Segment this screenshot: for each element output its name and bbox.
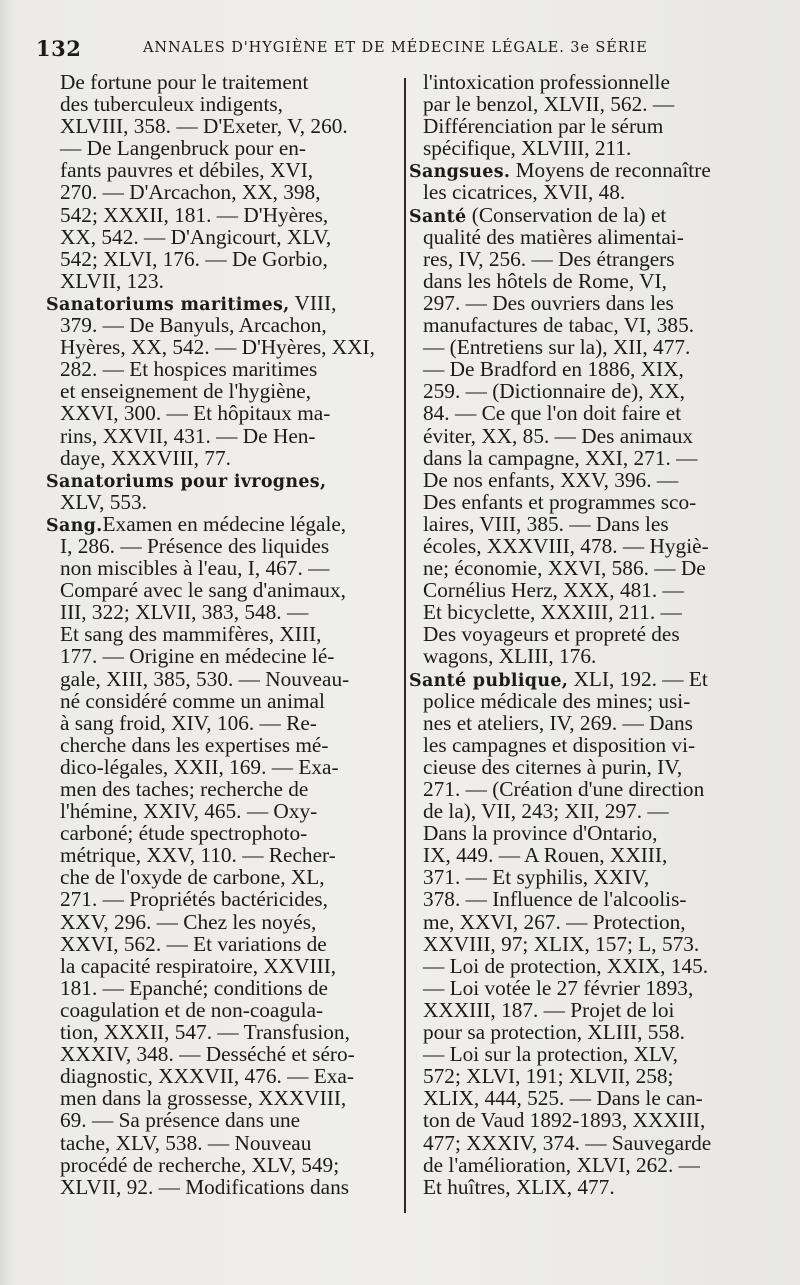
index-text: par le benzol, XLVII, 562. — [423,92,675,117]
index-line [423,93,763,115]
index-line [423,623,763,645]
page-header [0,36,800,60]
index-line [60,181,395,203]
index-line [423,402,763,424]
index-text: Dans la province d'Ontario, [423,821,658,846]
index-line [423,226,763,248]
index-entry-start [409,204,763,226]
index-line [60,888,395,910]
index-line [423,71,763,93]
index-text: procédé de recherche, XLV, 549; [60,1152,340,1177]
index-line [423,425,763,447]
index-text: 271. — Propriétés bactéricides, [60,887,328,912]
index-text: — De Bradford en 1886, XIX, [423,357,684,382]
index-text: l'hémine, XXIV, 465. — Oxy- [60,799,318,824]
index-line [60,645,395,667]
index-text: qualité des matières alimentai- [423,224,684,249]
index-line [423,955,763,977]
index-text: diagnostic, XXXVII, 476. — Exa- [60,1064,354,1089]
index-text: dico-légales, XXII, 169. — Exa- [60,754,339,779]
index-line [423,380,763,402]
index-line [60,535,395,557]
index-line [423,933,763,955]
index-line [423,491,763,513]
index-text: — Loi sur la protection, XLV, [423,1042,678,1067]
index-line [60,425,395,447]
index-text: 371. — Et syphilis, XXIV, [423,865,650,890]
index-text: — Loi de protection, XXIX, 145. [423,953,709,978]
index-text: — De Langenbruck pour en- [60,136,307,161]
index-line [423,1132,763,1154]
index-text: 270. — D'Arcachon, XX, 398, [60,180,321,205]
index-text: les campagnes et disposition vi- [423,732,696,757]
index-line [60,226,395,248]
index-line [423,270,763,292]
index-line [423,314,763,336]
index-text: III, 322; XLVII, 383, 548. — [60,600,309,625]
index-line [60,248,395,270]
index-text: laires, VIII, 385. — Dans les [423,511,669,536]
index-text: l'intoxication professionnelle [423,70,670,94]
index-line [423,469,763,491]
index-text: 177. — Origine en médecine lé- [60,644,335,669]
index-text: les cicatrices, XVII, 48. [423,180,626,205]
index-text: (Conservation de la) et [466,202,667,227]
index-line [60,977,395,999]
index-line [423,822,763,844]
index-text: wagons, XLIII, 176. [423,644,597,669]
index-entry-start [409,668,763,690]
index-text: de l'amélioration, XLVI, 262. — [423,1152,700,1177]
index-line [60,1132,395,1154]
index-text: pour sa protection, XLIII, 558. [423,1020,685,1045]
index-text: Et huîtres, XLIX, 477. [423,1174,615,1199]
index-line [60,314,395,336]
index-line [60,159,395,181]
index-headword: Sanatoriums maritimes, [46,294,290,315]
index-line [423,844,763,866]
index-line [423,181,763,203]
index-line [60,844,395,866]
index-text: Des voyageurs et propreté des [423,622,680,647]
index-line [423,535,763,557]
index-line [60,557,395,579]
index-text: carboné; étude spectrophoto- [60,821,308,846]
index-text: police médicale des mines; usi- [423,688,691,713]
index-text: res, IV, 256. — Des étrangers [423,246,675,271]
index-text: de la), VII, 243; XII, 297. — [423,799,669,824]
index-text: 572; XLVI, 191; XLVII, 258; [423,1064,674,1089]
index-line [423,557,763,579]
index-text: écoles, XXXVIII, 478. — Hygiè- [423,533,709,558]
index-text: gale, XIII, 385, 530. — Nouveau- [60,666,350,691]
index-text: tache, XLV, 538. — Nouveau [60,1130,312,1155]
index-text: IX, 449. — A Rouen, XXIII, [423,843,668,868]
index-line [423,115,763,137]
index-text: 542; XXXII, 181. — D'Hyères, [60,202,329,227]
index-text: De fortune pour le traitement [60,70,309,94]
index-text: XLVII, 92. — Modifications dans [60,1174,350,1199]
index-line [423,137,763,159]
column-divider [404,78,406,1213]
index-line [60,115,395,137]
index-text: XXXIV, 348. — Desséché et séro- [60,1042,355,1067]
index-text: 84. — Ce que l'on doit faire et [423,401,682,426]
index-line [60,1087,395,1109]
index-line [60,668,395,690]
index-text: 282. — Et hospices maritimes [60,357,318,382]
index-text: dans les hôtels de Rome, VI, [423,268,667,293]
index-line [423,800,763,822]
index-line [423,977,763,999]
index-line [423,579,763,601]
running-title: ANNALES D'HYGIÈNE ET DE MÉDECINE LÉGALE. 3e SÉRIE [143,40,648,56]
index-line [60,756,395,778]
index-text: ne; économie, XXVI, 586. — De [423,556,706,581]
right-column [409,70,763,1199]
index-line [423,911,763,933]
index-text: XXVIII, 97; XLIX, 157; L, 573. [423,931,700,956]
index-line [423,513,763,535]
index-line [60,402,395,424]
index-text: Et bicyclette, XXXIII, 211. — [423,600,682,625]
index-headword: Sangsues. [409,162,511,183]
index-line [423,358,763,380]
index-line [60,447,395,469]
index-headword: Santé [409,206,467,227]
index-line [60,601,395,623]
index-text: coagulation et de non-coagula- [60,997,324,1022]
index-line [60,579,395,601]
index-entry-start [46,469,395,491]
index-text: daye, XXXVIII, 77. [60,445,231,470]
index-text: 378. — Influence de l'alcoolis- [423,887,687,912]
index-line [60,1109,395,1131]
index-text: manufactures de tabac, VI, 385. [423,313,695,338]
index-text: XXVI, 300. — Et hôpitaux ma- [60,401,331,426]
index-text: né considéré comme un animal [60,688,325,713]
index-entry-start [46,292,395,314]
index-text: 259. — (Dictionnaire de), XX, [423,379,685,404]
index-line [60,623,395,645]
index-line [60,955,395,977]
index-line [423,1109,763,1131]
index-text: des tuberculeux indigents, [60,92,283,117]
index-line [423,888,763,910]
index-text: la capacité respiratoire, XXVIII, [60,953,337,978]
index-text: nes et ateliers, IV, 269. — Dans [423,710,693,735]
index-text: men dans la grossesse, XXXVIII, [60,1086,347,1111]
index-headword: Sang. [46,515,103,536]
index-line [423,778,763,800]
index-text: VIII, [289,290,337,315]
index-text: fants pauvres et débiles, XVI, [60,158,314,183]
index-line [423,447,763,469]
index-line [60,933,395,955]
index-text: 542; XLVI, 176. — De Gorbio, [60,246,328,271]
index-line [423,712,763,734]
index-line [60,712,395,734]
index-text: ton de Vaud 1892-1893, XXXIII, [423,1108,706,1133]
index-text: men des taches; recherche de [60,777,309,801]
index-line [60,690,395,712]
index-text: 379. — De Banyuls, Arcachon, [60,313,327,338]
index-line [60,1065,395,1087]
index-text: Comparé avec le sang d'animaux, [60,578,346,603]
index-line [423,1087,763,1109]
index-text: XXV, 296. — Chez les noyés, [60,909,317,934]
index-line [60,778,395,800]
index-entry-start [409,159,763,181]
index-line [60,336,395,358]
index-line [423,645,763,667]
index-text: à sang froid, XIV, 106. — Re- [60,710,317,735]
index-text: XX, 542. — D'Angicourt, XLV, [60,224,332,249]
index-text: XLVIII, 358. — D'Exeter, V, 260. [60,114,348,139]
index-text: Et sang des mammifères, XIII, [60,622,322,647]
index-text: Des enfants et programmes sco- [423,489,697,514]
index-line [423,690,763,712]
index-line [60,93,395,115]
index-line [60,1176,395,1198]
left-column [46,70,395,1199]
index-text: De nos enfants, XXV, 396. — [423,467,679,492]
index-line [60,1154,395,1176]
index-text: cieuse des citernes à purin, IV, [423,754,683,779]
index-text: me, XXVI, 267. — Protection, [423,909,686,934]
index-line [60,1021,395,1043]
index-text: I, 286. — Présence des liquides [60,533,330,558]
index-line [60,270,395,292]
index-line [423,1065,763,1087]
index-text: XLV, 553. [60,489,147,514]
index-line [60,358,395,380]
index-text: non miscibles à l'eau, I, 467. — [60,556,330,581]
index-text: XLVII, 123. [60,268,164,293]
index-text: éviter, XX, 85. — Des animaux [423,423,694,448]
index-line [60,71,395,93]
index-text: — (Entretiens sur la), XII, 477. [423,335,691,360]
index-text: 69. — Sa présence dans une [60,1108,301,1133]
index-text: — Loi votée le 27 février 1893, [423,975,694,1000]
index-text: Hyères, XX, 542. — D'Hyères, XXI, [60,335,375,360]
index-line [423,756,763,778]
index-headword: Santé publique, [409,670,569,691]
index-line [423,1043,763,1065]
index-text: 297. — Des ouvriers dans les [423,290,674,315]
index-text: XLIX, 444, 525. — Dans le can- [423,1086,703,1111]
index-text: Examen en médecine légale, [102,511,347,536]
index-text: métrique, XXV, 110. — Recher- [60,843,336,868]
index-line [423,336,763,358]
index-text: cherche dans les expertises mé- [60,732,329,757]
index-text: dans la campagne, XXI, 271. — [423,445,698,470]
index-line [60,999,395,1021]
index-line [60,866,395,888]
index-line [423,999,763,1021]
index-line [423,248,763,270]
index-text: 477; XXXIV, 374. — Sauvegarde [423,1130,712,1155]
index-line [60,491,395,513]
index-text: XXVI, 562. — Et variations de [60,931,327,956]
index-text: Différenciation par le sérum [423,114,664,139]
page-number: 132 [36,36,82,61]
index-line [60,911,395,933]
index-text: 181. — Epanché; conditions de [60,975,328,1000]
index-text: et enseignement de l'hygiène, [60,379,312,404]
index-text: XLI, 192. — Et [568,666,708,691]
index-text: Moyens de reconnaître [510,158,711,183]
index-headword: Sanatoriums pour ivrognes, [46,471,327,492]
index-text: rins, XXVII, 431. — De Hen- [60,423,316,448]
index-line [60,822,395,844]
index-text: spécifique, XLVIII, 211. [423,136,632,161]
index-text: XXXIII, 187. — Projet de loi [423,997,675,1022]
index-line [423,866,763,888]
index-line [60,734,395,756]
index-line [423,1176,763,1198]
index-line [423,734,763,756]
index-text: che de l'oxyde de carbone, XL, [60,865,325,890]
index-line [60,137,395,159]
index-line [423,601,763,623]
index-entry-start [46,513,395,535]
index-line [423,292,763,314]
index-text: Cornélius Herz, XXX, 481. — [423,578,684,603]
index-line [60,380,395,402]
index-line [60,800,395,822]
index-text: tion, XXXII, 547. — Transfusion, [60,1020,350,1045]
index-line [423,1154,763,1176]
index-text: 271. — (Création d'une direction [423,777,705,801]
index-line [60,1043,395,1065]
index-line [423,1021,763,1043]
index-line [60,204,395,226]
